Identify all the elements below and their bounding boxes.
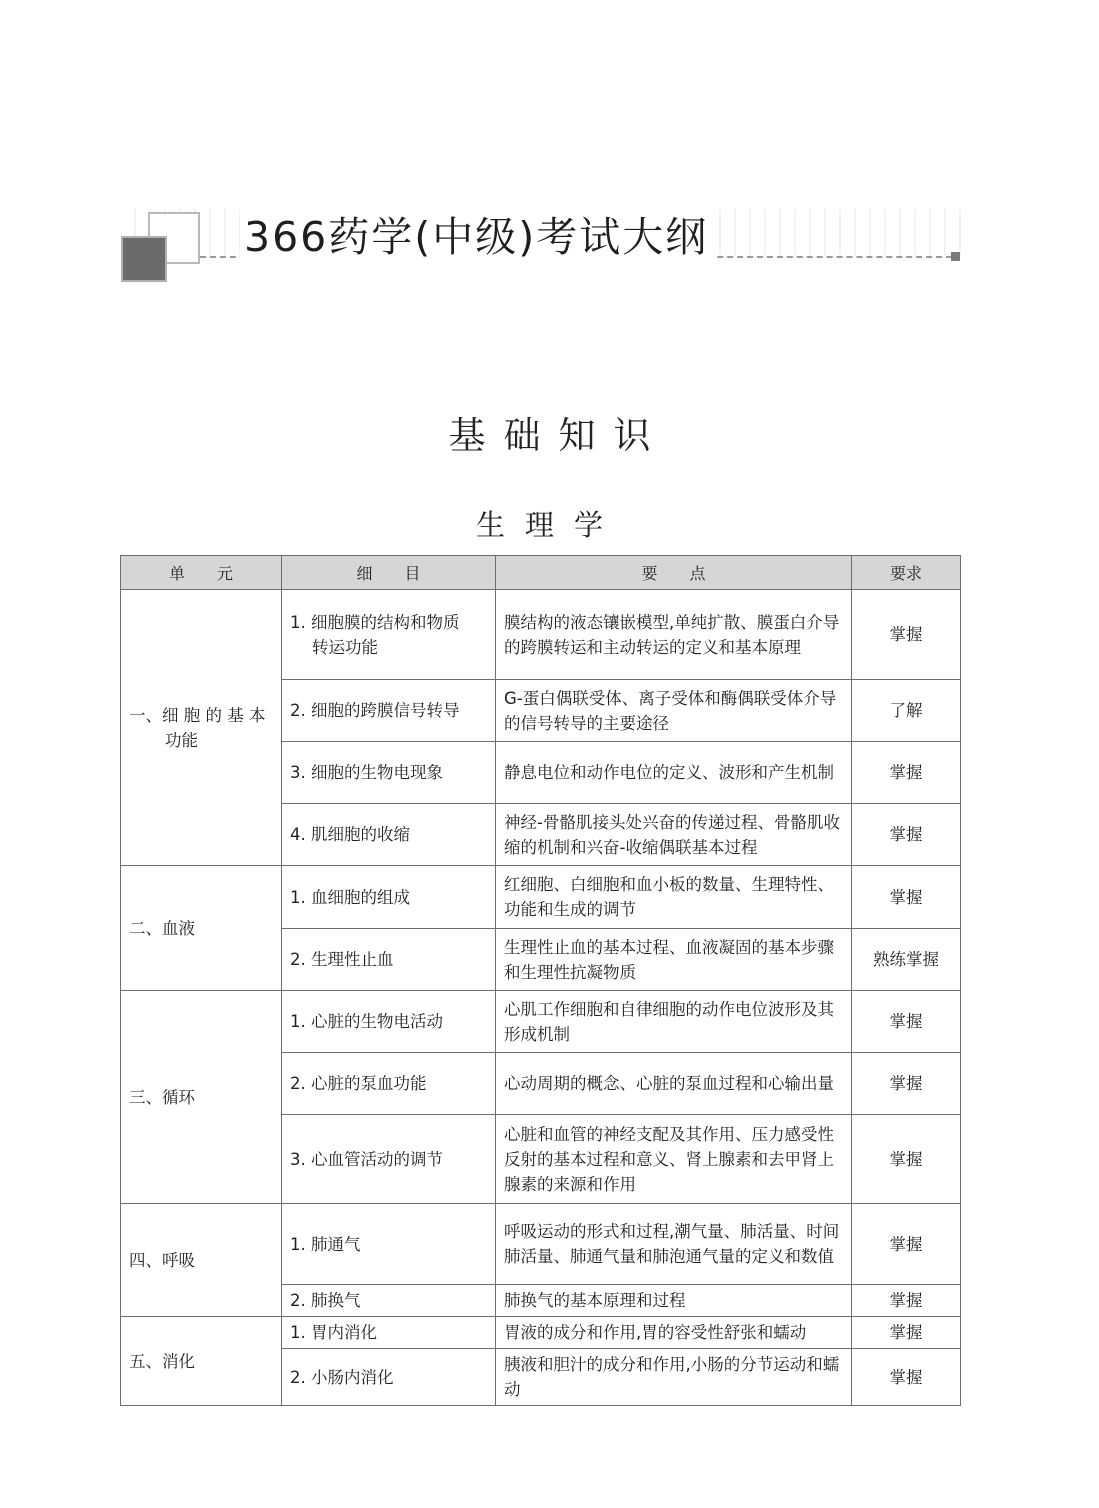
points-cell: 心肌工作细胞和自律细胞的动作电位波形及其形成机制 — [496, 991, 852, 1053]
unit-cell: 二、血液 — [121, 866, 282, 991]
item-name: 1. 细胞膜的结构和物质 — [290, 612, 460, 632]
item-cell: 4. 肌细胞的收缩 — [282, 804, 496, 866]
points-cell: 肺换气的基本原理和过程 — [496, 1285, 852, 1317]
table-row — [121, 866, 961, 929]
requirement-cell: 掌握 — [852, 1053, 961, 1115]
header-rule-end-marker — [951, 252, 960, 261]
item-cell: 1. 心脏的生物电活动 — [282, 991, 496, 1053]
requirement-cell: 掌握 — [852, 1204, 961, 1285]
requirement-cell: 掌握 — [852, 991, 961, 1053]
requirement-cell: 掌握 — [852, 742, 961, 804]
points-cell: 神经-骨骼肌接头处兴奋的传递过程、骨骼肌收缩的机制和兴奋-收缩偶联基本过程 — [496, 804, 852, 866]
table-row — [121, 1204, 961, 1285]
unit-cell — [121, 590, 282, 866]
points-cell: 膜结构的液态镶嵌模型,单纯扩散、膜蛋白介导的跨膜转运和主动转运的定义和基本原理 — [496, 590, 852, 680]
table-row — [121, 590, 961, 680]
points-cell: 静息电位和动作电位的定义、波形和产生机制 — [496, 742, 852, 804]
table-header-row — [121, 556, 961, 590]
requirement-cell: 掌握 — [852, 1285, 961, 1317]
item-cell — [282, 590, 496, 680]
item-cell: 1. 胃内消化 — [282, 1317, 496, 1349]
unit-cell: 三、循环 — [121, 991, 282, 1204]
item-cell: 2. 肺换气 — [282, 1285, 496, 1317]
requirement-cell: 掌握 — [852, 1115, 961, 1204]
item-cell: 1. 血细胞的组成 — [282, 866, 496, 929]
item-cell: 3. 心血管活动的调节 — [282, 1115, 496, 1204]
item-cell: 2. 心脏的泵血功能 — [282, 1053, 496, 1115]
points-cell: 心动周期的概念、心脏的泵血过程和心输出量 — [496, 1053, 852, 1115]
header-item: 细 目 — [282, 556, 496, 590]
points-cell: 生理性止血的基本过程、血液凝固的基本步骤和生理性抗凝物质 — [496, 929, 852, 991]
unit-name-cont: 功能 — [165, 730, 198, 750]
requirement-cell: 掌握 — [852, 1349, 961, 1406]
unit-cell: 五、消化 — [121, 1317, 282, 1406]
table-row — [121, 991, 961, 1053]
syllabus-table — [120, 555, 961, 1406]
item-cell: 1. 肺通气 — [282, 1204, 496, 1285]
item-cell: 2. 细胞的跨膜信号转导 — [282, 680, 496, 742]
item-cell: 2. 生理性止血 — [282, 929, 496, 991]
section-title: 基础知识 — [448, 414, 669, 457]
points-cell: 呼吸运动的形式和过程,潮气量、肺活量、时间肺活量、肺通气量和肺泡通气量的定义和数值 — [496, 1204, 852, 1285]
points-cell: 心脏和血管的神经支配及其作用、压力感受性反射的基本过程和意义、肾上腺素和去甲肾上腺素的来源和作用 — [496, 1115, 852, 1204]
unit-name: 一、细 胞 的 基 本 — [129, 705, 266, 725]
header-points: 要 点 — [496, 556, 852, 590]
header-requirement: 要求 — [852, 556, 961, 590]
header-square-dark — [121, 236, 167, 282]
points-cell: G-蛋白偶联受体、离子受体和酶偶联受体介导的信号转导的主要途径 — [496, 680, 852, 742]
points-cell: 胰液和胆汁的成分和作用,小肠的分节运动和蠕动 — [496, 1349, 852, 1406]
unit-cell: 四、呼吸 — [121, 1204, 282, 1317]
item-cell: 2. 小肠内消化 — [282, 1349, 496, 1406]
header-unit: 单 元 — [121, 556, 282, 590]
document-title: 366药学(中级)考试大纲 — [240, 204, 714, 263]
requirement-cell: 掌握 — [852, 590, 961, 680]
points-cell: 胃液的成分和作用,胃的容受性舒张和蠕动 — [496, 1317, 852, 1349]
item-name-cont: 转运功能 — [312, 637, 378, 657]
subject-title: 生理学 — [475, 508, 623, 542]
header-decoration — [0, 0, 1099, 300]
item-cell: 3. 细胞的生物电现象 — [282, 742, 496, 804]
points-cell: 红细胞、白细胞和血小板的数量、生理特性、功能和生成的调节 — [496, 866, 852, 929]
requirement-cell: 了解 — [852, 680, 961, 742]
table-row — [121, 1317, 961, 1349]
requirement-cell: 掌握 — [852, 1317, 961, 1349]
requirement-cell: 掌握 — [852, 804, 961, 866]
requirement-cell: 掌握 — [852, 866, 961, 929]
requirement-cell: 熟练掌握 — [852, 929, 961, 991]
